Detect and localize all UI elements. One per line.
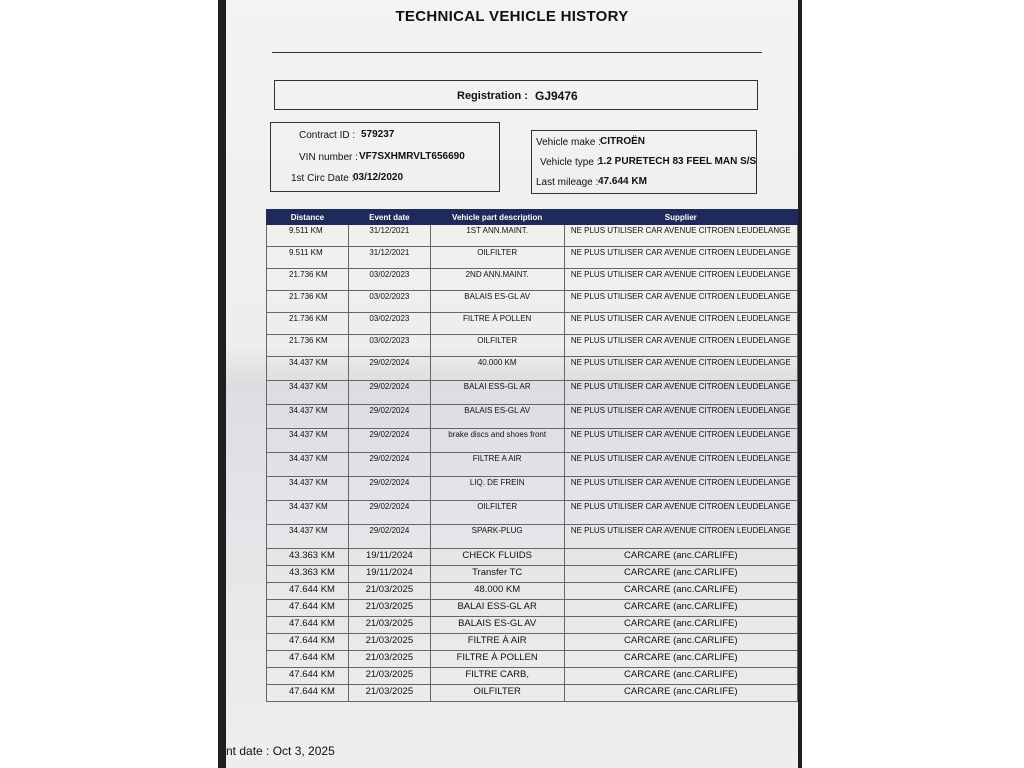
cell-event-date: 29/02/2024 [348, 357, 430, 381]
table-row [267, 453, 798, 477]
cell-supplier: CARCARE (anc.CARLIFE) [564, 668, 797, 685]
header-supplier: Supplier [564, 210, 797, 225]
make-value: CITROËN [600, 136, 645, 147]
cell-part-description: FILTRE A AIR [430, 453, 564, 477]
cell-distance: 9.511 KM [267, 247, 349, 269]
type-label: Vehicle type : [540, 157, 600, 168]
table-row [267, 381, 798, 405]
cell-supplier: CARCARE (anc.CARLIFE) [564, 634, 797, 651]
cell-distance: 9.511 KM [267, 225, 349, 247]
cell-supplier: NE PLUS UTILISER CAR AVENUE CITROEN LEUDELANGE [564, 525, 797, 549]
cell-event-date: 21/03/2025 [348, 651, 430, 668]
cell-event-date: 03/02/2023 [348, 335, 430, 357]
cell-event-date: 29/02/2024 [348, 381, 430, 405]
cell-event-date: 19/11/2024 [348, 566, 430, 583]
cell-supplier: NE PLUS UTILISER CAR AVENUE CITROEN LEUDELANGE [564, 313, 797, 335]
cell-event-date: 21/03/2025 [348, 600, 430, 617]
vin-value: VF7SXHMRVLT656690 [359, 151, 465, 162]
cell-event-date: 29/02/2024 [348, 405, 430, 429]
make-label: Vehicle make : [536, 137, 602, 148]
cell-distance: 34.437 KM [267, 381, 349, 405]
vehicle-box [531, 130, 757, 194]
print-date: nt date : Oct 3, 2025 [226, 744, 335, 758]
cell-distance: 43.363 KM [267, 566, 349, 583]
contract-id-value: 579237 [361, 129, 395, 140]
cell-part-description: LIQ. DE FREIN [430, 477, 564, 501]
mileage-label: Last mileage : [536, 177, 599, 188]
registration-value: GJ9476 [535, 89, 578, 103]
table-row [267, 477, 798, 501]
cell-supplier: CARCARE (anc.CARLIFE) [564, 617, 797, 634]
table-row [267, 617, 798, 634]
cell-event-date: 21/03/2025 [348, 668, 430, 685]
cell-supplier: NE PLUS UTILISER CAR AVENUE CITROEN LEUDELANGE [564, 225, 797, 247]
table-row [267, 566, 798, 583]
header-event-date: Event date [348, 210, 430, 225]
cell-supplier: NE PLUS UTILISER CAR AVENUE CITROEN LEUDELANGE [564, 453, 797, 477]
cell-distance: 34.437 KM [267, 405, 349, 429]
background-right [798, 0, 1024, 768]
cell-supplier: CARCARE (anc.CARLIFE) [564, 685, 797, 702]
cell-part-description: 1ST ANN.MAINT. [430, 225, 564, 247]
cell-part-description: OILFILTER [430, 501, 564, 525]
cell-part-description: BALAIS ES-GL AV [430, 405, 564, 429]
history-table [266, 209, 798, 702]
registration-label: Registration : [457, 90, 528, 102]
cell-supplier: NE PLUS UTILISER CAR AVENUE CITROEN LEUDELANGE [564, 477, 797, 501]
cell-distance: 21.736 KM [267, 313, 349, 335]
cell-event-date: 21/03/2025 [348, 617, 430, 634]
cell-event-date: 29/02/2024 [348, 477, 430, 501]
cell-distance: 34.437 KM [267, 357, 349, 381]
contract-box [270, 122, 500, 192]
table-row [267, 600, 798, 617]
cell-part-description: brake discs and shoes front [430, 429, 564, 453]
cell-part-description: FILTRE À POLLEN [430, 313, 564, 335]
cell-event-date: 29/02/2024 [348, 501, 430, 525]
table-row [267, 335, 798, 357]
cell-event-date: 21/03/2025 [348, 634, 430, 651]
document-title: TECHNICAL VEHICLE HISTORY [395, 8, 629, 25]
cell-part-description: BALAI ESS-GL AR [430, 600, 564, 617]
table-row [267, 405, 798, 429]
cell-part-description: Transfer TC [430, 566, 564, 583]
table-row [267, 549, 798, 566]
cell-part-description: BALAI ESS-GL AR [430, 381, 564, 405]
cell-part-description: 40.000 KM [430, 357, 564, 381]
cell-distance: 34.437 KM [267, 453, 349, 477]
cell-supplier: CARCARE (anc.CARLIFE) [564, 651, 797, 668]
cell-event-date: 21/03/2025 [348, 685, 430, 702]
cell-event-date: 29/02/2024 [348, 429, 430, 453]
mileage-value: 47.644 KM [598, 176, 647, 187]
cell-part-description: OILFILTER [430, 685, 564, 702]
cell-event-date: 21/03/2025 [348, 583, 430, 600]
type-value: 1.2 PURETECH 83 FEEL MAN S/S [598, 156, 757, 167]
cell-event-date: 29/02/2024 [348, 525, 430, 549]
cell-part-description: OILFILTER [430, 247, 564, 269]
table-row [267, 525, 798, 549]
document-sheet [226, 0, 798, 768]
contract-id-label: Contract ID : [299, 130, 356, 141]
table-row [267, 357, 798, 381]
cell-supplier: NE PLUS UTILISER CAR AVENUE CITROEN LEUDELANGE [564, 269, 797, 291]
table-row [267, 685, 798, 702]
cell-distance: 47.644 KM [267, 685, 349, 702]
table-row [267, 313, 798, 335]
first-circ-value: 03/12/2020 [353, 172, 404, 183]
cell-distance: 34.437 KM [267, 525, 349, 549]
header-distance: Distance [267, 210, 349, 225]
table-row [267, 429, 798, 453]
cell-supplier: CARCARE (anc.CARLIFE) [564, 549, 797, 566]
cell-supplier: NE PLUS UTILISER CAR AVENUE CITROEN LEUDELANGE [564, 501, 797, 525]
cell-distance: 21.736 KM [267, 269, 349, 291]
table-row [267, 501, 798, 525]
cell-supplier: NE PLUS UTILISER CAR AVENUE CITROEN LEUDELANGE [564, 291, 797, 313]
cell-event-date: 03/02/2023 [348, 269, 430, 291]
cell-distance: 34.437 KM [267, 429, 349, 453]
cell-event-date: 03/02/2023 [348, 313, 430, 335]
cell-part-description: FILTRE CARB, [430, 668, 564, 685]
cell-distance: 34.437 KM [267, 477, 349, 501]
table-row [267, 225, 798, 247]
cell-supplier: NE PLUS UTILISER CAR AVENUE CITROEN LEUDELANGE [564, 429, 797, 453]
title-rule [272, 52, 762, 53]
table-row [267, 668, 798, 685]
header-part-description: Vehicle part description [430, 210, 564, 225]
table-row [267, 583, 798, 600]
vin-label: VIN number : [299, 152, 358, 163]
table-body [267, 225, 798, 702]
cell-part-description: FILTRE À POLLEN [430, 651, 564, 668]
cell-event-date: 03/02/2023 [348, 291, 430, 313]
cell-distance: 47.644 KM [267, 583, 349, 600]
cell-distance: 47.644 KM [267, 617, 349, 634]
cell-part-description: BALAIS ES-GL AV [430, 291, 564, 313]
table-row [267, 651, 798, 668]
cell-part-description: 48.000 KM [430, 583, 564, 600]
cell-supplier: CARCARE (anc.CARLIFE) [564, 566, 797, 583]
table-header-row [267, 210, 798, 225]
cell-part-description: BALAIS ES-GL AV [430, 617, 564, 634]
cell-supplier: NE PLUS UTILISER CAR AVENUE CITROEN LEUDELANGE [564, 335, 797, 357]
cell-distance: 43.363 KM [267, 549, 349, 566]
cell-part-description: 2ND ANN.MAINT. [430, 269, 564, 291]
cell-distance: 47.644 KM [267, 600, 349, 617]
cell-event-date: 31/12/2021 [348, 247, 430, 269]
cell-part-description: FILTRE À AIR [430, 634, 564, 651]
cell-distance: 47.644 KM [267, 651, 349, 668]
cell-supplier: CARCARE (anc.CARLIFE) [564, 583, 797, 600]
registration-box [274, 80, 758, 110]
cell-distance: 34.437 KM [267, 501, 349, 525]
cell-part-description: CHECK FLUIDS [430, 549, 564, 566]
cell-part-description: OILFILTER [430, 335, 564, 357]
first-circ-label: 1st Circ Date : [291, 173, 355, 184]
background-left [0, 0, 224, 768]
cell-distance: 21.736 KM [267, 335, 349, 357]
cell-part-description: SPARK-PLUG [430, 525, 564, 549]
cell-supplier: NE PLUS UTILISER CAR AVENUE CITROEN LEUDELANGE [564, 247, 797, 269]
cell-event-date: 31/12/2021 [348, 225, 430, 247]
cell-supplier: NE PLUS UTILISER CAR AVENUE CITROEN LEUDELANGE [564, 405, 797, 429]
table-row [267, 634, 798, 651]
cell-distance: 47.644 KM [267, 634, 349, 651]
cell-distance: 47.644 KM [267, 668, 349, 685]
table-row [267, 269, 798, 291]
cell-event-date: 19/11/2024 [348, 549, 430, 566]
table-row [267, 291, 798, 313]
cell-supplier: NE PLUS UTILISER CAR AVENUE CITROEN LEUDELANGE [564, 357, 797, 381]
cell-distance: 21.736 KM [267, 291, 349, 313]
cell-event-date: 29/02/2024 [348, 453, 430, 477]
table-row [267, 247, 798, 269]
cell-supplier: NE PLUS UTILISER CAR AVENUE CITROEN LEUDELANGE [564, 381, 797, 405]
cell-supplier: CARCARE (anc.CARLIFE) [564, 600, 797, 617]
